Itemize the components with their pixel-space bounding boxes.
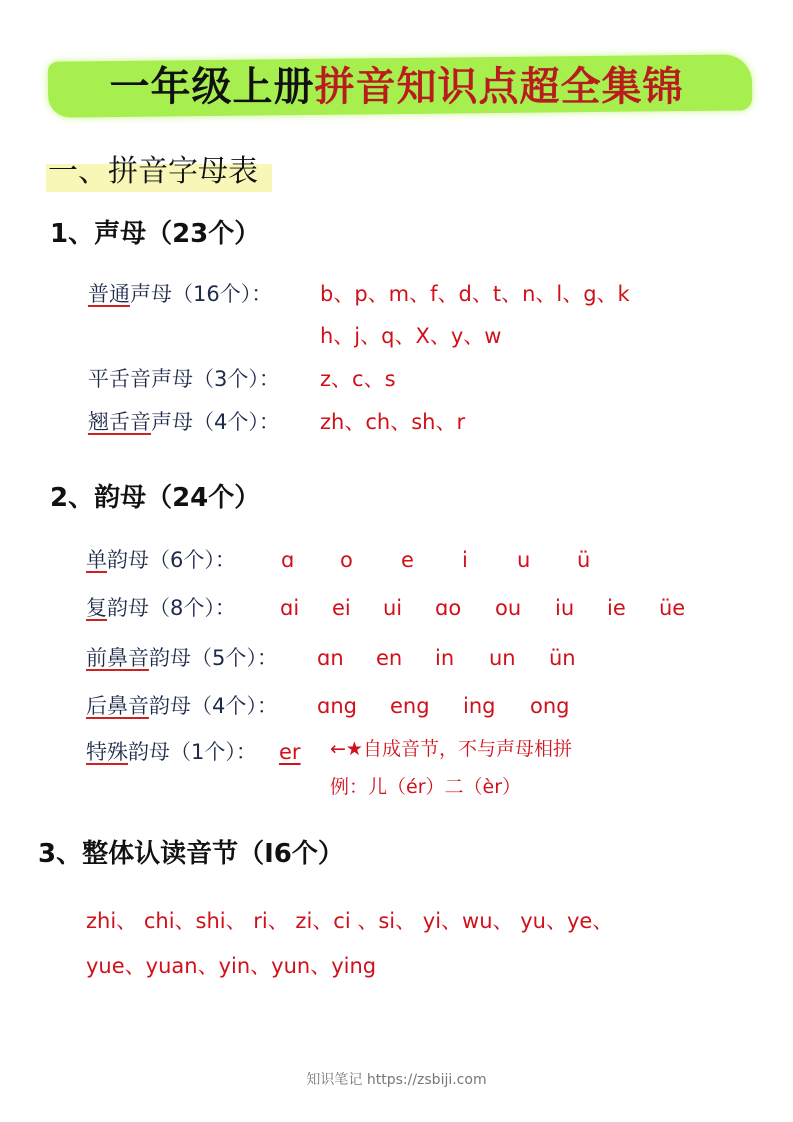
yunmu-item: üe <box>659 596 686 620</box>
yunmu-item: ɑi <box>280 596 300 620</box>
shengmu-heading: 1、声母（23个） <box>50 219 261 249</box>
shengmu-putong-line1: b、p、m、f、d、t、n、l、g、k <box>320 282 630 306</box>
shengmu-label-pingshe <box>88 363 280 395</box>
yunmu-item: ɑo <box>435 596 462 620</box>
label-rest: 声母（16个）： <box>130 282 273 306</box>
label-rest: 声母（4个）： <box>151 410 280 434</box>
label-rest: 声母（3个）： <box>151 367 280 391</box>
yunmu-item: e <box>401 548 414 572</box>
yunmu-heading: 2、韵母（24个） <box>50 483 261 513</box>
yunmu-label-houbiyin <box>86 690 278 722</box>
yunmu-item: ing <box>463 694 496 718</box>
shengmu-pingshe-values: z、c、s <box>320 367 396 391</box>
yunmu-item: ie <box>607 596 626 620</box>
label-underlined: 普通 <box>88 282 130 306</box>
label-underlined: 前鼻音 <box>86 646 149 670</box>
yunmu-item: o <box>340 548 353 572</box>
yunmu-item: ong <box>530 694 570 718</box>
title-part1: 一年级上册 <box>109 64 315 110</box>
yunmu-item: ɑng <box>317 694 357 718</box>
shengmu-label-putong <box>88 278 272 310</box>
title-part2: 拼音知识点超全集锦 <box>314 64 684 110</box>
label-main: 平舌音 <box>88 367 151 391</box>
yunmu-item: u <box>517 548 531 572</box>
label-underlined: 后鼻音 <box>86 694 149 718</box>
yunmu-item: ou <box>495 596 522 620</box>
yunmu-label-fu <box>86 592 236 624</box>
label-underlined: 单 <box>86 548 107 572</box>
yunmu-label-teshu <box>86 736 257 768</box>
shengmu-putong-line2: h、j、q、X、y、w <box>320 324 502 348</box>
yunmu-item: ün <box>549 646 576 670</box>
label-rest: 韵母（6个）： <box>107 548 236 572</box>
yunmu-item: un <box>489 646 516 670</box>
yunmu-item: i <box>462 548 468 572</box>
label-rest: 韵母（4个）： <box>149 694 278 718</box>
yunmu-item: ui <box>383 596 403 620</box>
yunmu-item: in <box>435 646 455 670</box>
zhengti-heading: 3、整体认读音节（I6个） <box>38 839 344 869</box>
yunmu-item: iu <box>555 596 575 620</box>
section-heading: 一、拼音字母表 <box>48 154 258 189</box>
label-underlined: 复 <box>86 596 107 620</box>
shengmu-label-qiaoshe <box>88 406 280 438</box>
yunmu-label-qianbiyin <box>86 642 278 674</box>
label-rest: 韵母（5个）： <box>149 646 278 670</box>
yunmu-item: eng <box>390 694 430 718</box>
yunmu-item: en <box>376 646 403 670</box>
yunmu-item: ei <box>332 596 351 620</box>
yunmu-item: ɑ <box>281 548 295 572</box>
footer-watermark: 知识笔记 https://zsbiji.com <box>306 1072 487 1088</box>
yunmu-item: ü <box>577 548 591 572</box>
special-example: 例：儿（ér）二（èr） <box>330 776 522 798</box>
label-underlined: 翘舌音 <box>88 410 151 434</box>
zhengti-line2: yue、yuan、yin、yun、ying <box>86 954 377 978</box>
special-note: ←★自成音节，不与声母相拼 <box>330 738 572 760</box>
yunmu-label-dan <box>86 544 236 576</box>
label-rest: 韵母（8个）： <box>107 596 236 620</box>
yunmu-item: ɑn <box>317 646 344 670</box>
yunmu-item-er: er <box>279 740 301 764</box>
zhengti-line1: zhi、 chi、shi、 ri、 zi、ci 、si、 yi、wu、 yu、ye、 <box>86 909 614 933</box>
shengmu-qiaoshe-values: zh、ch、sh、r <box>320 410 466 434</box>
page-title <box>0 60 793 114</box>
label-rest: 韵母（1个）： <box>128 740 257 764</box>
label-underlined: 特殊 <box>86 740 128 764</box>
